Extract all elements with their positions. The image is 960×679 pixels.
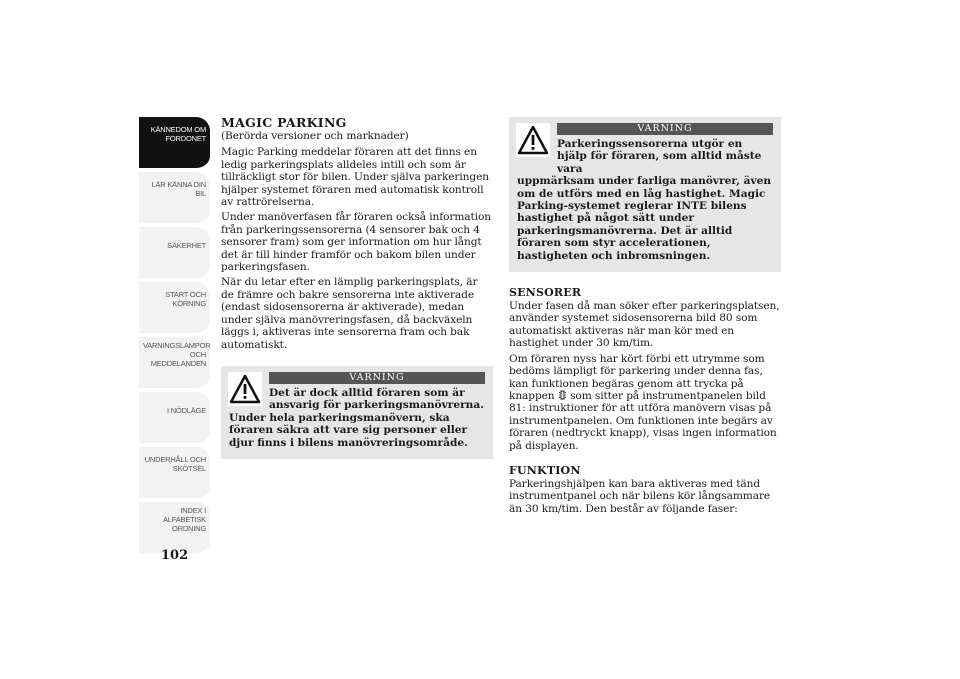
warning-text: uppmärksam under farliga manövrer, även om de utförs med en låg hastighet. Magic Parking-systemet reglerar INTE bilens hastighet på något sätt under parkeringsmanövrerna. Det är alltid föraren som styr accelerationen, hastigheten och inbromsningen. <box>517 175 772 262</box>
sensorer-heading: SENSORER <box>509 286 582 300</box>
warning-text: Under hela parkeringsmanövern, ska föraren säkra att vare sig personer eller djur finns i bilens manövreringsområde. <box>229 411 468 449</box>
warning-box <box>221 366 493 459</box>
tab-kannedom-om-fordonet[interactable]: KÄNNEDOM OM FORDONET <box>139 117 210 170</box>
tab-start-och-korning[interactable]: START OCH KÖRNING <box>139 282 210 335</box>
paragraph: Under fasen då man söker efter parkeringsplatsen, använder systemet sidosensorerna bild 80 som automatiskt aktiveras när man kör med en hastighet under 30 km/tim. <box>509 300 780 350</box>
warning-heading: VARNING <box>557 123 773 135</box>
tab-lar-kanna-din-bil[interactable]: LÄR KÄNNA DIN BIL <box>139 172 210 225</box>
funktion-heading: FUNKTION <box>509 463 581 477</box>
warning-text: Parkeringssensorerna utgör en hjälp för föraren, som alltid måste vara <box>557 138 762 175</box>
paragraph: Om föraren nyss har kört förbi ett utrymme som bedöms lämpligt för parkering under denna fas, kan funktionen begäras genom att trycka på knappen som sitter på instrumentpanelen bild 81: instruktioner för att utföra manövern visas på instrumentpanelen. Om funktionen inte begärs av föraren (nedtryckt knapp), visas ingen information på displayen. <box>509 352 777 452</box>
section-subtitle: (Berörda versioner och marknader) <box>221 130 409 142</box>
paragraph: När du letar efter en lämplig parkeringsplats, är de främre och bakre sensorerna inte aktiverade (endast sidosensorerna är aktiverade), medan under själva manövreringsfasen, då backväxeln läggs i, aktiveras inte sensorerna fram och bak automatiskt. <box>221 276 478 351</box>
warning-box <box>509 117 781 272</box>
warning-triangle-icon <box>228 372 262 406</box>
tab-sakerhet[interactable]: SÄKERHET <box>139 227 210 280</box>
tab-underhall-och-skotsel[interactable]: UNDERHÅLL OCH SKÖTSEL <box>139 447 210 500</box>
tab-i-nodlage[interactable]: I NÖDLÄGE <box>139 392 210 445</box>
section-title: MAGIC PARKING <box>221 115 347 130</box>
paragraph: Under manöverfasen får föraren också information från parkeringssensorerna (4 sensorer bak och 4 sensorer fram) som ger information om hur långt det är till hinder framför och bakom bilen under parkeringsfasen. <box>221 211 491 274</box>
warning-text: Det är dock alltid föraren som är ansvarig för parkeringsmanövrerna. <box>269 386 484 412</box>
paragraph: Magic Parking meddelar föraren att det finns en ledig parkeringsplats alldeles intill och som är tillräckligt stor för bilen. Under själva parkeringen hjälper systemet föraren med automatisk kontroll av rattrörelserna. <box>221 146 489 209</box>
parking-button-icon <box>558 390 567 400</box>
tab-index-i-alfabetisk-ordning[interactable]: INDEX I ALFABETISK ORDNING <box>139 502 210 555</box>
warning-triangle-icon <box>516 123 550 157</box>
paragraph: Parkeringshjälpen kan bara aktiveras med tänd instrumentpanel och när bilens kör långsammare än 30 km/tim. Den består av följande faser: <box>509 477 771 515</box>
left-column <box>221 115 493 459</box>
tab-varningslampor-och-meddelanden[interactable]: VARNINGSLAMPOR OCH MEDDELANDEN <box>139 337 210 390</box>
page-number: 102 <box>161 548 189 563</box>
right-column <box>509 117 781 518</box>
warning-heading: VARNING <box>269 372 485 384</box>
